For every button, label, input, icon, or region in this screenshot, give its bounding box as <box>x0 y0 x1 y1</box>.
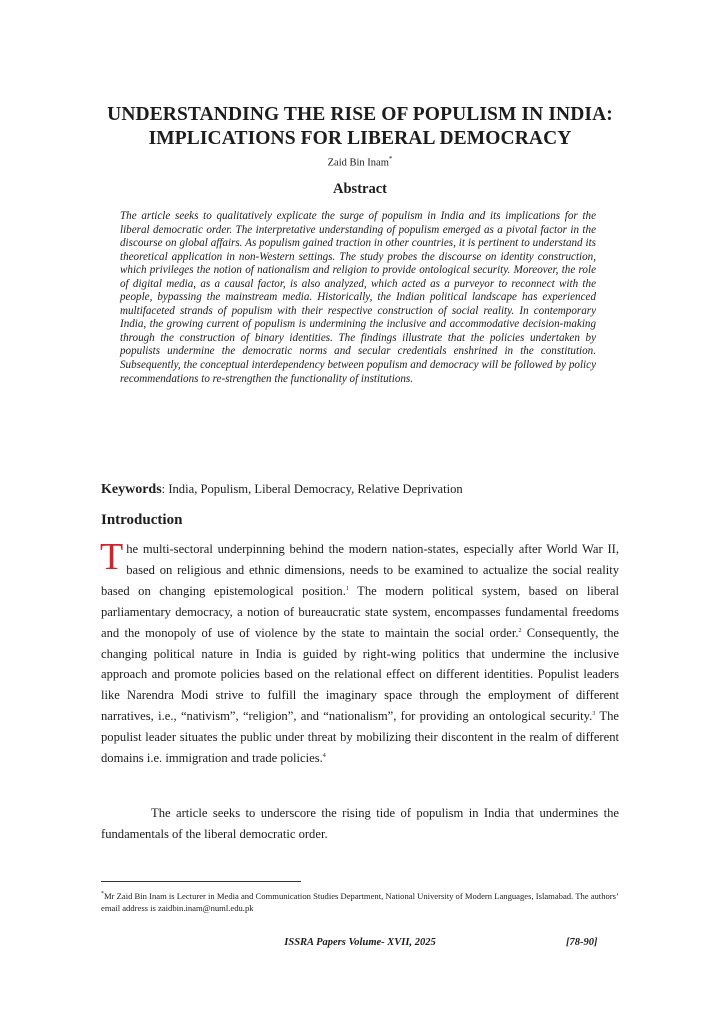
intro-text-1: he multi-sectoral underpinning behind the modern nation-states, especially after World War II, based on religious and ethnic dimensions, needs to be examined to actualize the social reality based on changing epistemological position. <box>101 542 619 598</box>
drop-cap: T <box>100 536 124 578</box>
abstract-text: The article seeks to qualitatively explicate the surge of populism in India and its implications for the liberal democratic order. The interpretative understanding of populism emerged as a pivotal factor in the discourse on global affairs. As populism gained traction in other countries, it is pertinent to understand its theoretical application in non-Western settings. The study probes the discourse on identity construction, which privileges the notion of nationalism and religion to provide ontological security. Moreover, the role of digital media, as a causal factor, is also analyzed, which acted as a purveyor to reconnect with the people, bypassing the mainstream media. Historically, the Indian political landscape has experienced multifaceted strands of populism with their respective construction of social reality. In contemporary India, the growing current of populism is undermining the inclusive and accommodative decision-making through the construction of binary identities. The findings illustrate that the policies undertaken by populists undermine the democratic norms and secular credentials enshrined in the constitution. Subsequently, the conceptual interdependency between populism and democracy will be followed by policy recommendations to re-strengthen the functionality of institutions. <box>120 210 596 385</box>
introduction-heading: Introduction <box>101 512 183 528</box>
paper-title <box>60 103 660 151</box>
introduction-paragraph <box>100 536 620 769</box>
paper-title-line-2: IMPLICATIONS FOR LIBERAL DEMOCRACY <box>148 128 572 149</box>
intro-text-4: The populist leader situates the public under threat by mobilizing their discontent in the realm of different domains i.e. immigration and trade policies. <box>101 709 619 766</box>
paper-title-line-1: UNDERSTANDING THE RISE OF POPULISM IN INDIA: <box>107 104 613 125</box>
author-name: Zaid Bin Inam <box>327 157 389 169</box>
footnote-ref-1[interactable]: 1 <box>345 585 349 592</box>
footnote-ref-3[interactable]: 3 <box>592 711 596 718</box>
second-paragraph: The article seeks to underscore the rising tide of populism in India that undermines the fundamentals of the liberal democratic order. <box>101 806 619 841</box>
intro-text-2: The modern political system, based on liberal parliamentary democracy, a notion of bureaucratic state system, encompasses fundamental freedoms and the monopoly of use of violence by the state to maintain the social order. <box>101 583 620 640</box>
author-footnote-mark: * <box>388 155 393 163</box>
author-line <box>0 155 720 169</box>
footnote-text: Mr Zaid Bin Inam is Lecturer in Media and Communication Studies Department, National University of Modern Languages, Islamabad. The authors’ email address is zaidbin.inam@numl.edu.pk <box>101 890 619 913</box>
keywords-label: Keywords <box>101 482 162 497</box>
author-footnote <box>101 888 621 914</box>
footer-journal-name: ISSRA Papers Volume- XVII, 2025 <box>284 937 436 948</box>
keywords-line <box>101 481 621 498</box>
footnote-divider <box>101 881 301 882</box>
footnote-ref-4[interactable]: 4 <box>322 752 326 759</box>
footnote-mark: * <box>101 891 104 897</box>
footnote-ref-2[interactable]: 2 <box>518 627 522 634</box>
keywords-text: : India, Populism, Liberal Democracy, Relative Deprivation <box>161 482 463 496</box>
footer-page-range: [78-90] <box>566 937 598 948</box>
intro-text-3: Consequently, the changing political nature in India is guided by right-wing politics that undermine the inclusive approach and promote policies based on the relational effect on different identities. Populist leaders like Narendra Modi strive to fulfill the imaginary space through the employment of different narratives, i.e., “nativism”, “religion”, and “nationalism”, for providing an ontological security. <box>101 625 619 724</box>
abstract-heading: Abstract <box>333 181 387 197</box>
